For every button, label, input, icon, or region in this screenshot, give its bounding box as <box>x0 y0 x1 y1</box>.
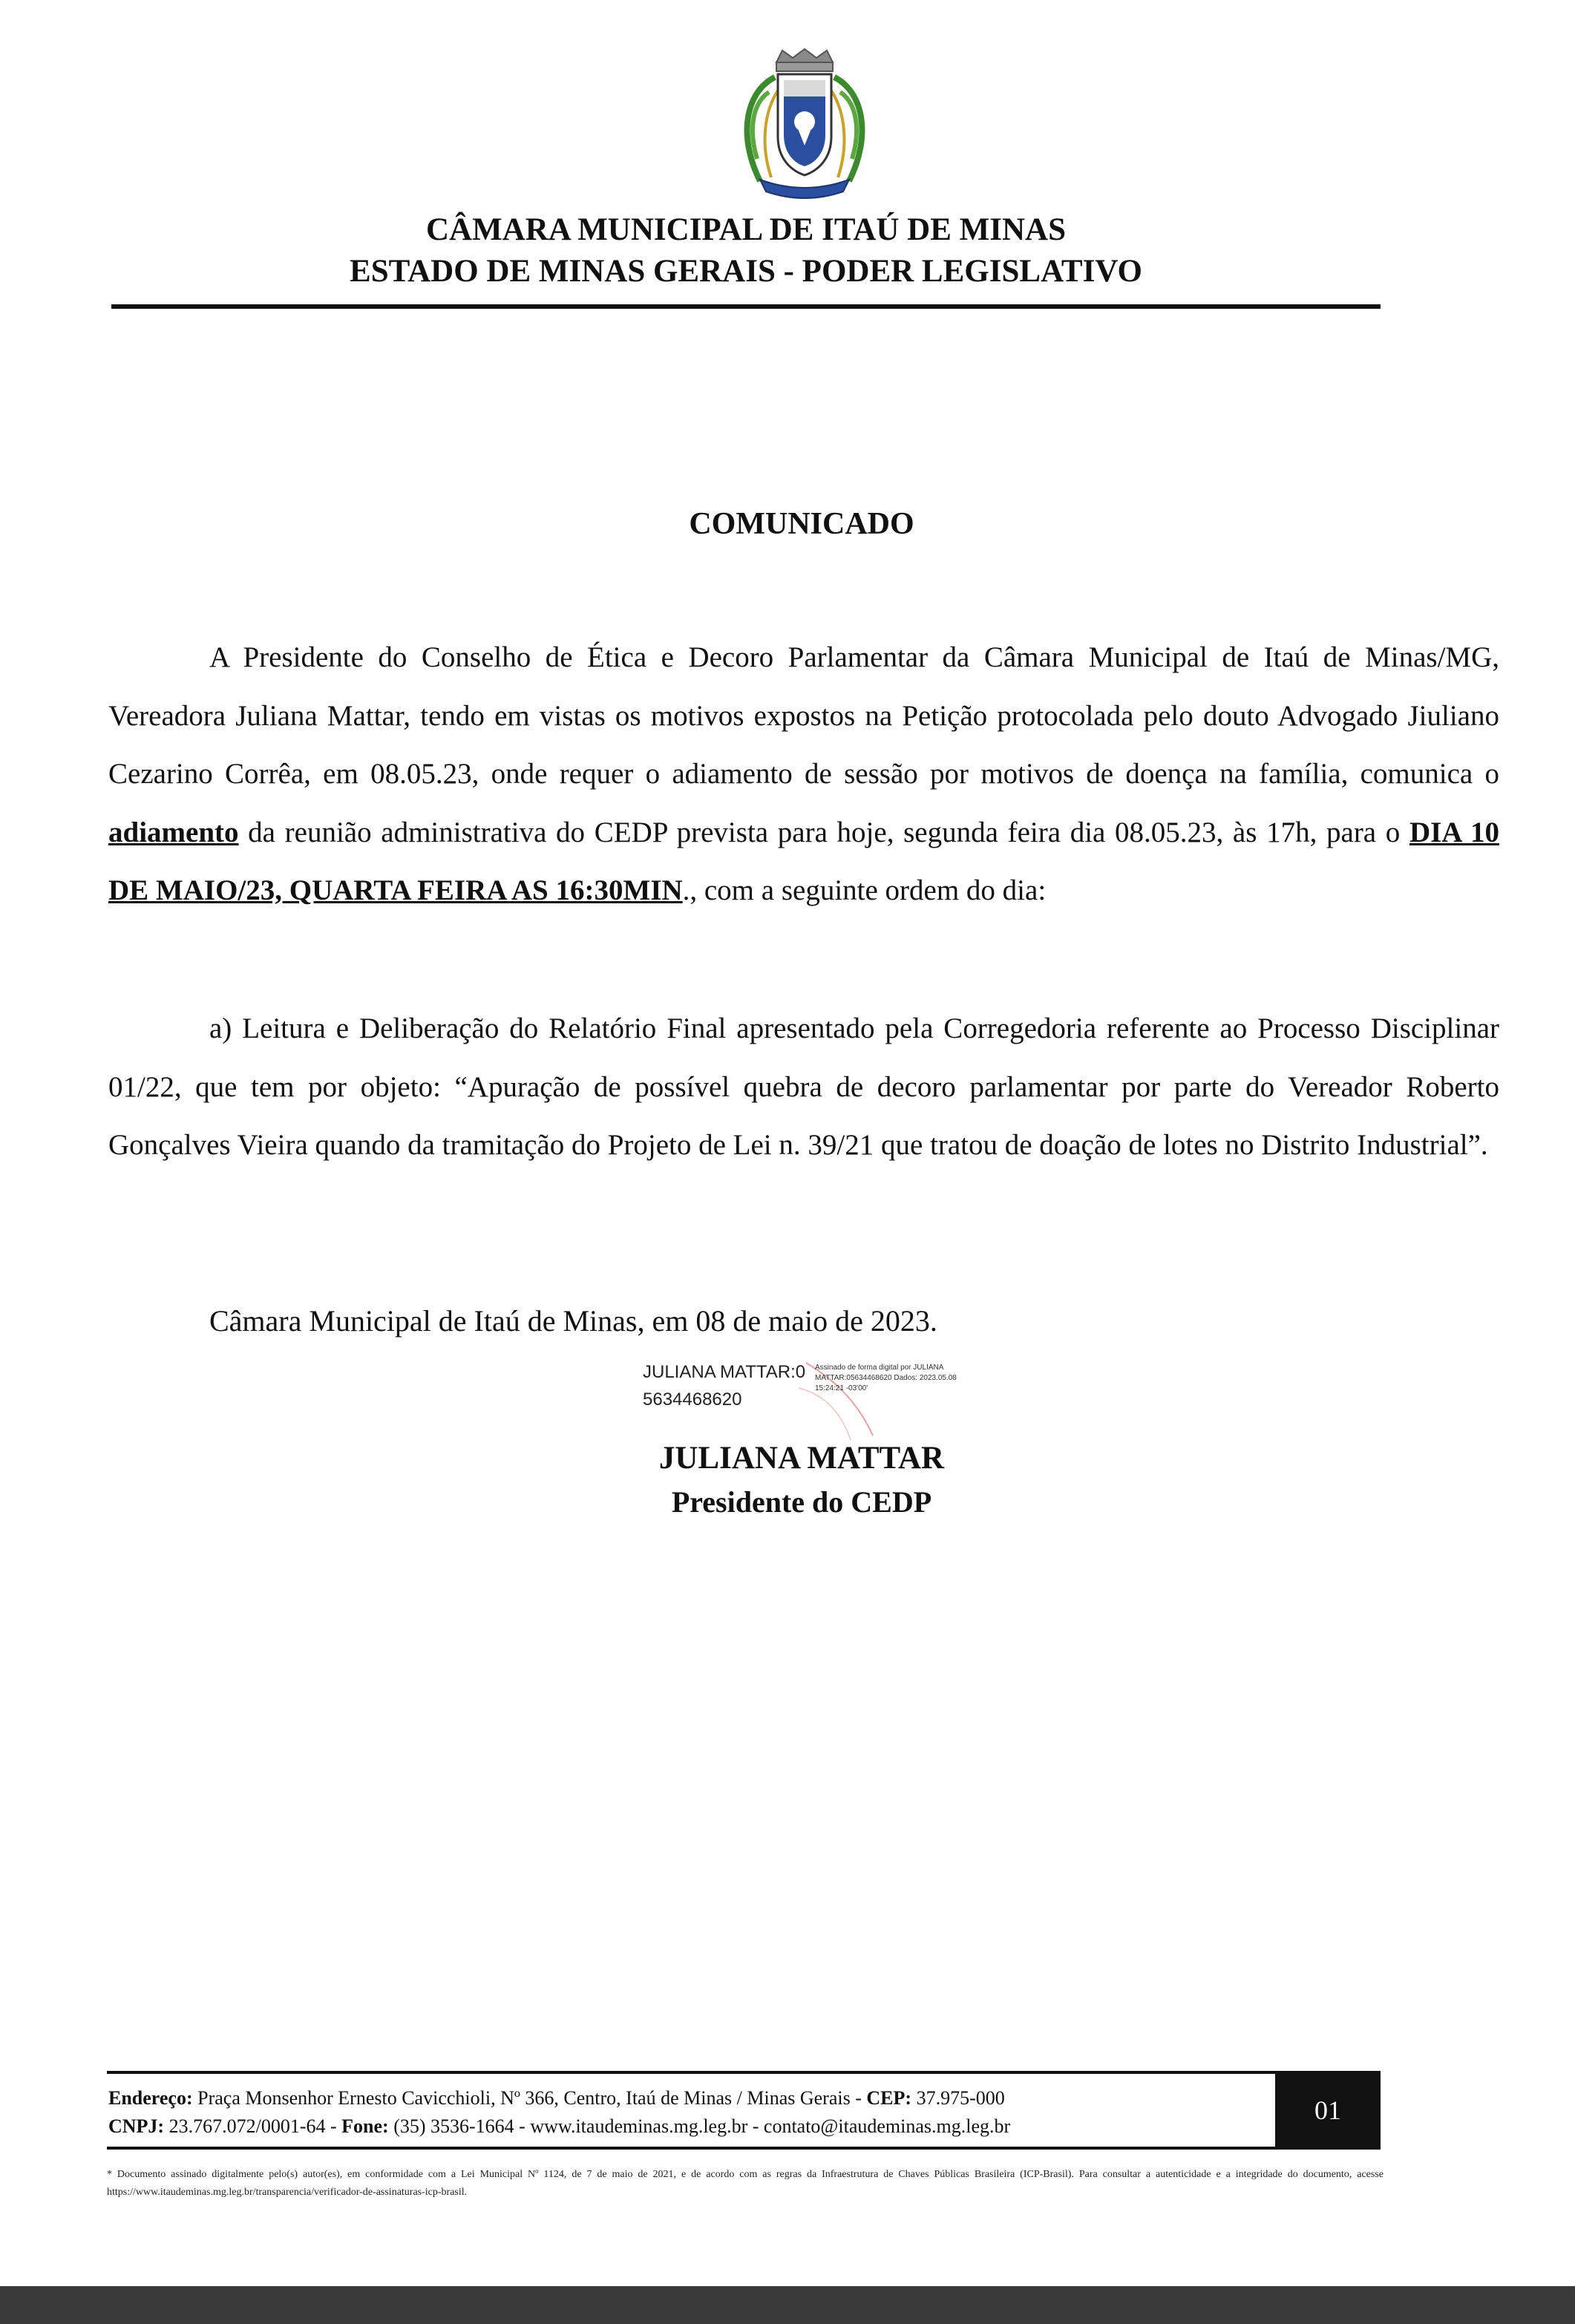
new-date-emphasis: DIA 10 DE MAIO/23, QUARTA FEIRA AS 16:30MIN <box>108 816 1499 907</box>
paragraph-text: da reunião administrativa do CEDP prevista para hoje, segunda feira dia 08.05.23, às 17h, para o <box>238 816 1409 848</box>
address-value: Praça Monsenhor Ernesto Cavicchioli, Nº 366, Centro, Itaú de Minas / Minas Gerais - <box>192 2087 867 2109</box>
cnpj-value: 23.767.072/0001-64 - <box>164 2115 342 2137</box>
digital-signature-name: JULIANA MATTAR:05634468620 <box>643 1362 806 1410</box>
institution-subtitle: ESTADO DE MINAS GERAIS - PODER LEGISLATIVO <box>350 254 1142 289</box>
signer-role: Presidente do CEDP <box>671 1485 932 1519</box>
digital-signature-stamp: Assinado de forma digital por JULIANA MATTAR:05634468620 Dados: 2023.05.08 15:24:21 -03'00' <box>815 1364 957 1392</box>
footer-contact-info <box>108 2084 1266 2141</box>
signature-footnote: * Documento assinado digitalmente pelo(s) autor(es), em conformidade com a Lei Municipal Nº 1124, de 7 de maio de 2021, e de acordo com as regras da Infraestrutura de Chaves Públicas Brasileira (ICP-Brasil). Para consultar a autenticidade e a integridade do documento, acesse https://www.itaudeminas.mg.leg.br/transparencia/verificador-de-assinaturas-icp-brasil. <box>107 2169 1384 2198</box>
cnpj-label: CNPJ: <box>108 2115 165 2137</box>
header-divider <box>111 304 1381 309</box>
document-title: COMUNICADO <box>689 507 914 541</box>
footer-bottom-divider <box>107 2147 1381 2150</box>
municipal-coat-of-arms-icon <box>730 48 879 205</box>
signer-name: JULIANA MATTAR <box>658 1441 945 1476</box>
place-and-date: Câmara Municipal de Itaú de Minas, em 08 de maio de 2023. <box>209 1304 937 1338</box>
paragraph-text: ., com a seguinte ordem do dia: <box>682 874 1047 907</box>
paragraph-text: A Presidente do Conselho de Ética e Decoro Parlamentar da Câmara Municipal de Itaú de Minas/MG, Vereadora Juliana Mattar, tendo em vistas os motivos expostos na Petição protocolada pelo douto Advogado Jiuliano Cezarino Corrêa, em 08.05.23, onde requer o adiamento de sessão por motivos de doença na família, comunica o <box>108 641 1499 791</box>
institution-name: CÂMARA MUNICIPAL DE ITAÚ DE MINAS <box>425 212 1066 247</box>
footer-top-divider <box>107 2071 1381 2074</box>
announcement-paragraph <box>108 629 1499 920</box>
institution-header <box>111 209 1381 292</box>
cep-value: 37.975-000 <box>911 2087 1005 2109</box>
phone-value: (35) 3536-1664 - www.itaudeminas.mg.leg.br - contato@itaudeminas.mg.leg.br <box>388 2115 1011 2137</box>
footer-address-line <box>108 2084 1266 2112</box>
page-number-badge: 01 <box>1275 2074 1381 2147</box>
footer-cnpj-line <box>108 2112 1266 2141</box>
phone-label: Fone: <box>341 2115 389 2137</box>
address-label: Endereço: <box>108 2087 193 2109</box>
agenda-item-paragraph: a) Leitura e Deliberação do Relatório Final apresentado pela Corregedoria referente ao Processo Disciplinar 01/22, que tem por objeto: “Apuração de possível quebra de decoro parlamentar por parte do Vereador Roberto Gonçalves Vieira quando da tramitação do Projeto de Lei n. 39/21 que tratou de doação de lotes no Distrito Industrial”. <box>108 1012 1499 1162</box>
cep-label: CEP: <box>866 2087 912 2109</box>
postponement-emphasis: adiamento <box>108 816 239 848</box>
digital-signature <box>643 1358 977 1441</box>
viewer-bottom-bar <box>0 2286 1575 2324</box>
